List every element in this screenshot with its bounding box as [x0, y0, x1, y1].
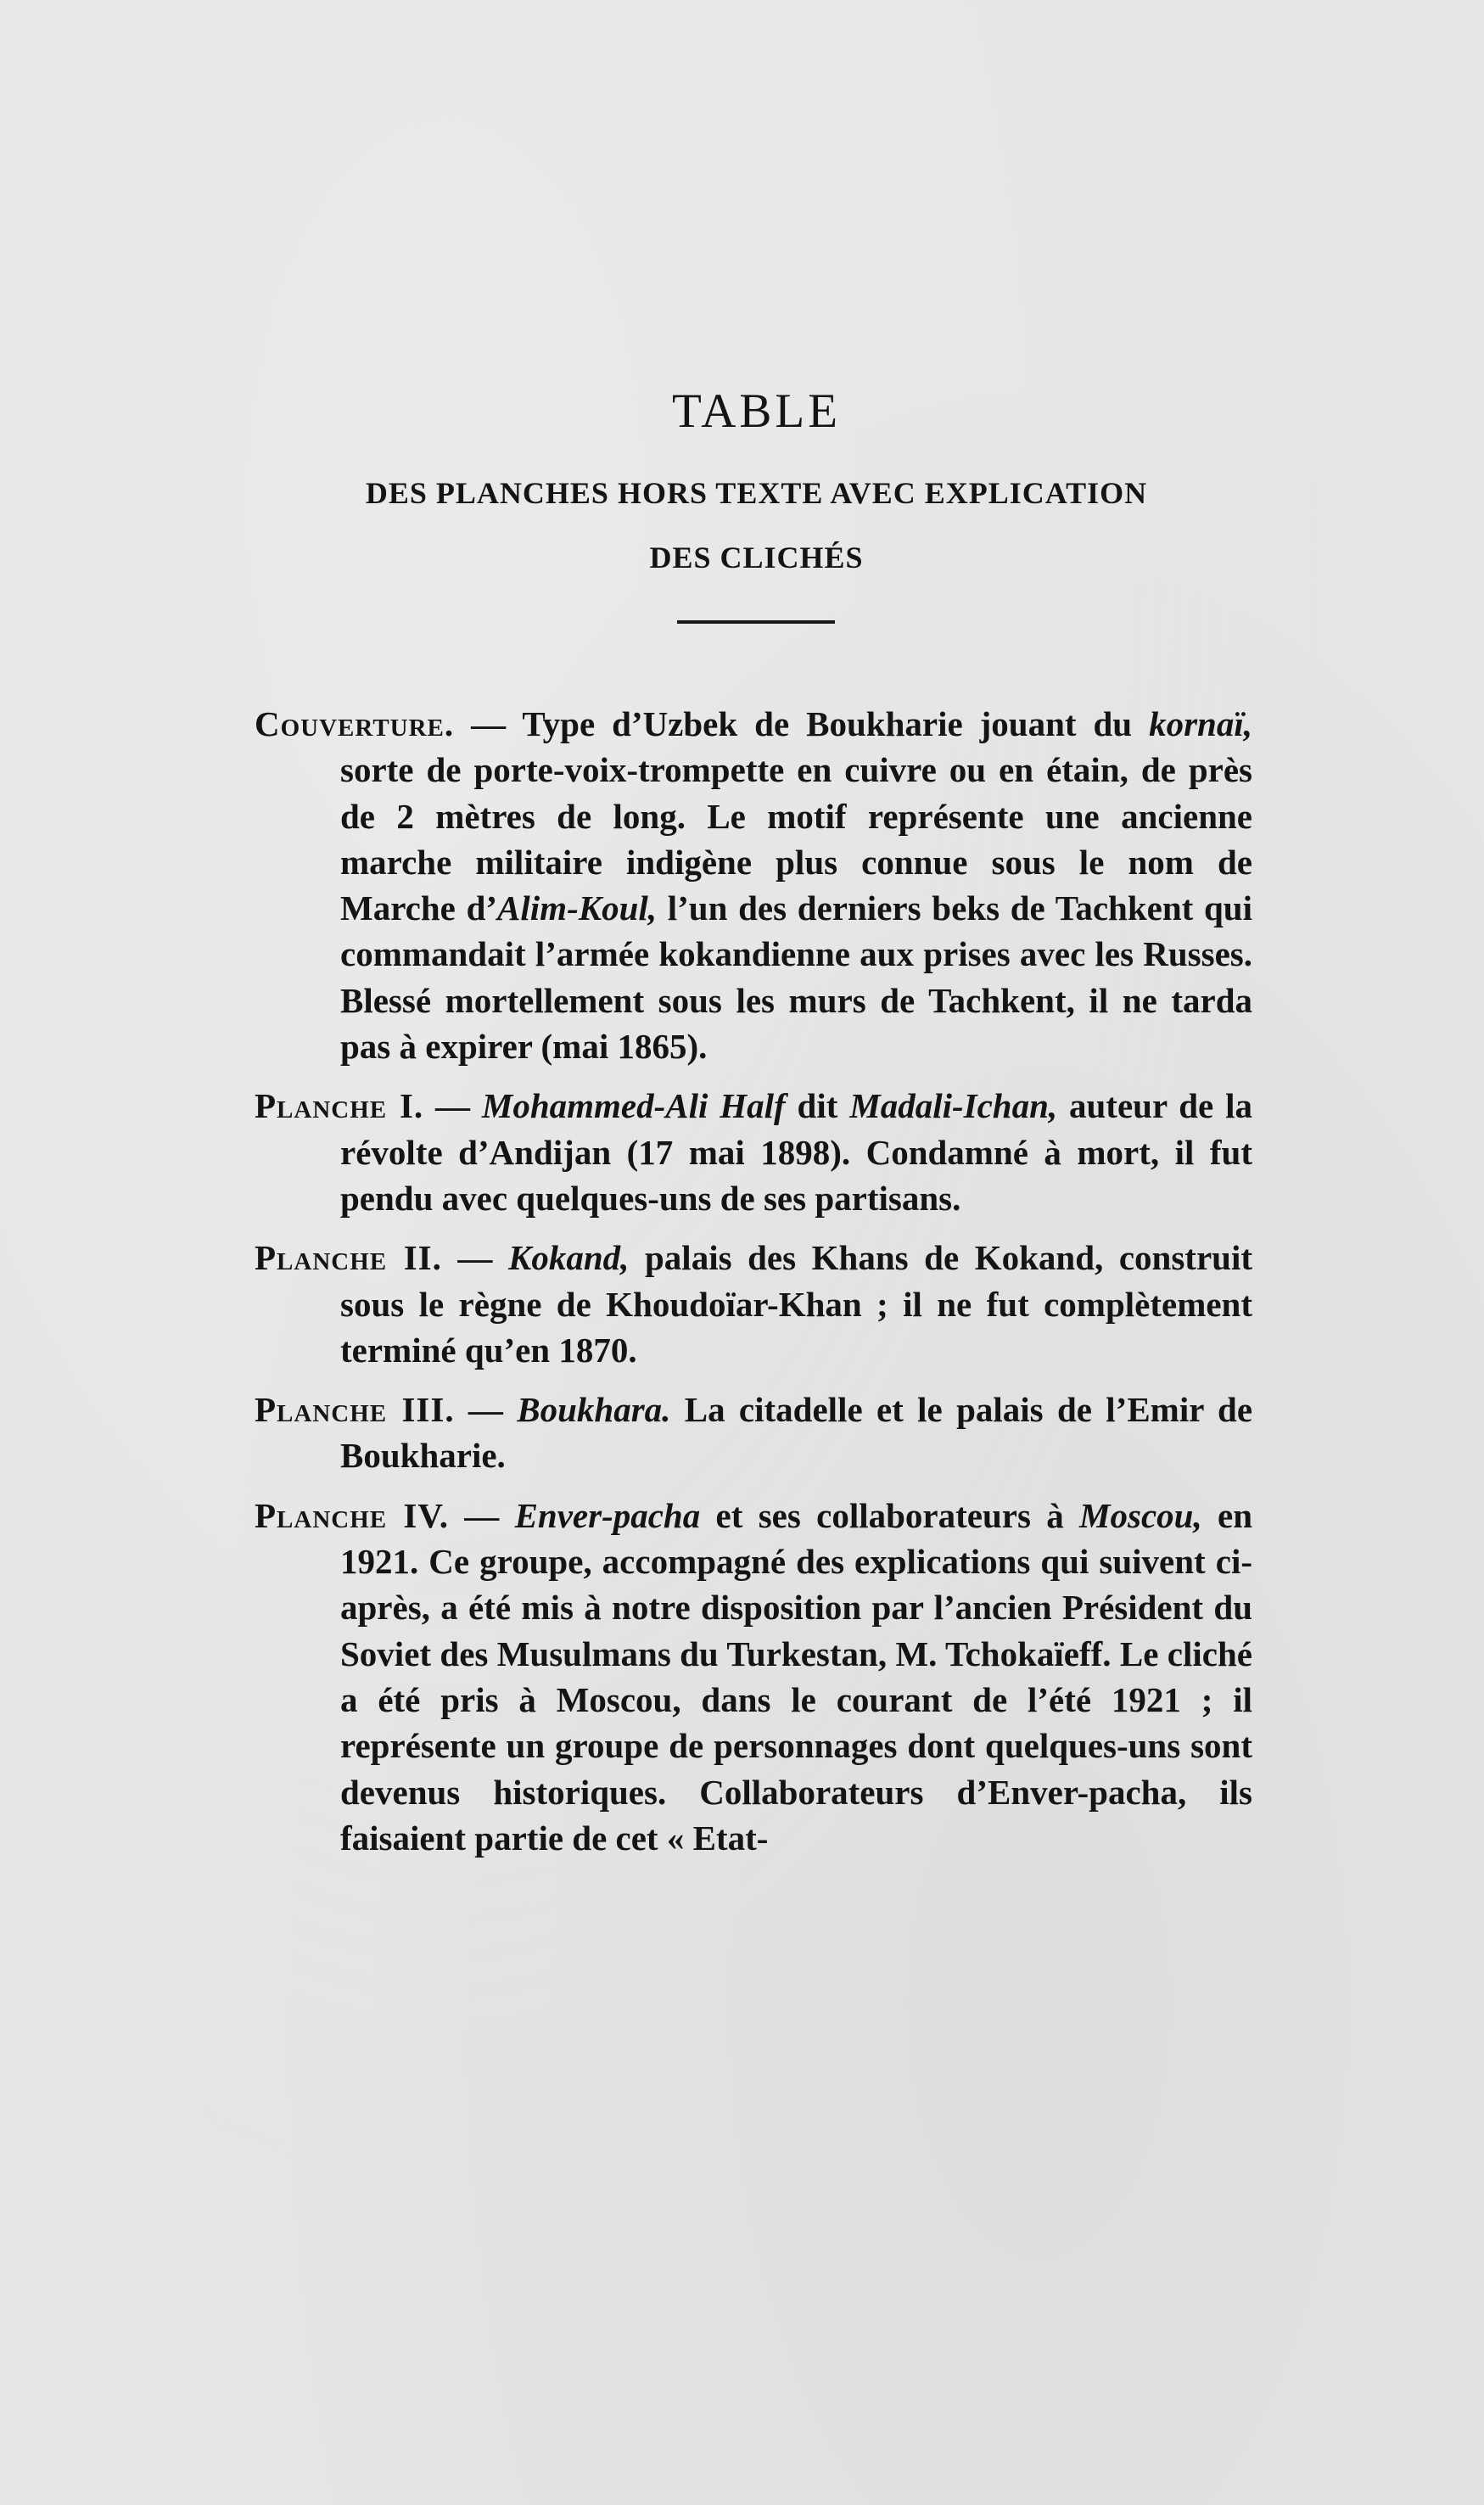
entry-dash: — — [448, 1495, 515, 1535]
entry-italic-term: Kokand, — [508, 1238, 630, 1278]
entry-planche-4 — [255, 1493, 1252, 1861]
page-subtitle-line-2: DES CLICHÉS — [649, 541, 864, 574]
entry-text: l’un des derniers beks de Tachkent qui commandait l’armée kokandienne aux prises avec les Russes. Blessé mortellement sous les murs de Tachkent, il ne tarda pas à expirer (mai 1865). — [340, 888, 1252, 1067]
entry-label: Couverture. — [255, 704, 455, 743]
plates-list — [255, 701, 1252, 1875]
entry-italic-term: Boukhara. — [517, 1390, 671, 1430]
entry-label: Planche II. — [255, 1238, 442, 1278]
title-divider — [677, 620, 835, 624]
entry-dash: — — [441, 1238, 509, 1278]
entry-label: Planche I. — [255, 1086, 424, 1126]
entry-planche-1 — [255, 1083, 1252, 1221]
entry-dash: — — [454, 1390, 518, 1430]
entry-italic-term: Alim-Koul, — [497, 888, 658, 928]
entry-text: palais des Khans de Kokand, construit sous le règne de Khoudoïar-Khan ; il ne fut complètement terminé qu’en 1870. — [340, 1238, 1253, 1370]
entry-text: en 1921. Ce groupe, accompagné des explications qui suivent ci-après, a été mis à notre disposition par l’ancien Président du Soviet des Musulmans du Turkestan, M. Tchokaïeff. Le cliché a été pris à Moscou, dans le courant de l’été 1921 ; il représente un groupe de personnages dont quelques-uns sont devenus historiques. Collaborateurs d’Enver-pacha, ils faisaient partie de cet « Etat- — [340, 1495, 1253, 1858]
entry-dash: — — [454, 704, 523, 743]
entry-text: sorte de porte-voix-trompette en cuivre ou en étain, de près de 2 mètres de long. Le motif représente une ancienne marche militaire indigène plus connue sous le nom de Marche d’ — [340, 750, 1252, 928]
entry-label: Planche III. — [255, 1390, 455, 1430]
entry-planche-2 — [255, 1235, 1252, 1373]
page-title: TABLE — [671, 384, 842, 438]
entry-text: auteur de la révolte d’Andijan (17 mai 1898). Condamné à mort, il fut pendu avec quelques-uns de ses partisans. — [340, 1086, 1252, 1218]
entry-italic-term: Moscou, — [1079, 1495, 1202, 1535]
entry-text: et ses collaborateurs à — [700, 1495, 1080, 1535]
entry-italic-term: Madali-Ichan, — [849, 1086, 1058, 1126]
entry-label: Planche IV. — [255, 1495, 449, 1535]
entry-text: dit — [785, 1086, 850, 1126]
entry-italic-term: Enver-pacha — [514, 1495, 701, 1535]
entry-italic-term: kornaï, — [1149, 704, 1252, 743]
entry-italic-term: Mohammed-Ali Half — [481, 1086, 786, 1126]
entry-text: Type d’Uzbek de Boukharie jouant du — [522, 704, 1150, 743]
page-subtitle-line-1: DES PLANCHES HORS TEXTE AVEC EXPLICATION — [365, 476, 1148, 510]
entry-planche-3 — [255, 1387, 1252, 1479]
entry-couverture — [255, 701, 1252, 1069]
entry-dash: — — [423, 1086, 482, 1126]
entry-text: La citadelle et le palais de l’Emir de Boukharie. — [340, 1390, 1253, 1476]
